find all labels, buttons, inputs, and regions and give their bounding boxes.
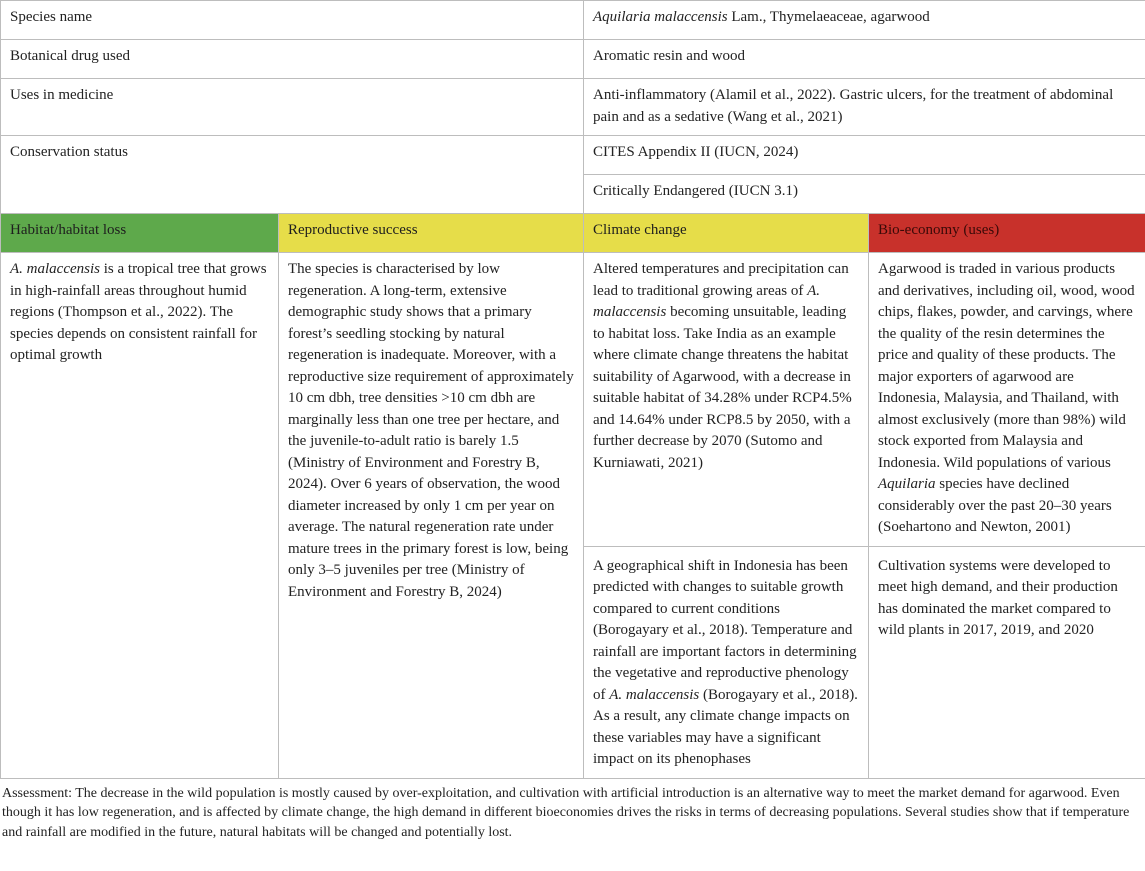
bioeconomy-p1-text-b: species have declined considerably over the past 20–30 years (Soehartono and Newton, 2001) (878, 476, 1112, 535)
bioeconomy-p1-text-a: Agarwood is traded in various products and derivatives, including oil, wood, wood chips, flakes, powder, and carvings, where the quality of the resin determines the price and quality of these products. The major exporters of agarwood are Indonesia, Malaysia, and Thailand, with almost exclusively (more than 98%) wild stock exported from Malaysia and Indonesia. Wild populations of various (878, 261, 1135, 471)
botanical-drug-row (1, 40, 1145, 79)
medicine-uses-row (1, 79, 1145, 136)
climate-p2-text-b: (Borogayary et al., 2018). As a result, any climate change impacts on these variables may have a significant impact on its phenophases (593, 686, 858, 767)
habitat-text-cell (1, 253, 279, 779)
bioeconomy-text-cell-2: Cultivation systems were developed to meet high demand, and their production has dominated the market compared to wild plants in 2017, 2019, and 2020 (869, 546, 1145, 778)
conservation-status-label: Conservation status (1, 136, 584, 214)
climate-p1-text-b: becoming unsuitable, leading to habitat loss. Take India as an example where climate change threatens the habitat suitability of Agarwood, with a decrease in suitable habitat of 34.28% under RCP4.5% and 14.64% under RCP8.5 by 2050, with a further decrease by 2070 (Sutomo and Kurniawati, 2021) (593, 304, 852, 471)
bioeconomy-p1-italic: Aquilaria (878, 476, 936, 492)
conservation-status-cites: CITES Appendix II (IUCN, 2024) (584, 136, 1145, 175)
species-name-row (1, 1, 1145, 40)
details-row-1 (1, 253, 1145, 547)
climate-text-cell-2 (584, 546, 869, 778)
header-reproductive: Reproductive success (279, 214, 584, 253)
climate-p1-text-a: Altered temperatures and precipitation can lead to traditional growing areas of (593, 261, 849, 299)
category-header-row (1, 214, 1145, 253)
species-name-italic: Aquilaria malaccensis (593, 9, 728, 25)
species-name-label: Species name (1, 1, 584, 40)
conservation-row-1 (1, 136, 1145, 175)
bioeconomy-text-cell-1 (869, 253, 1145, 547)
header-habitat: Habitat/habitat loss (1, 214, 279, 253)
climate-p2-italic: A. malaccensis (609, 686, 700, 703)
climate-p1-italic: A. malaccensis (593, 282, 821, 320)
header-bioeconomy: Bio-economy (uses) (869, 214, 1145, 253)
botanical-drug-label: Botanical drug used (1, 40, 584, 79)
header-climate: Climate change (584, 214, 869, 253)
conservation-status-iucn: Critically Endangered (IUCN 3.1) (584, 175, 1145, 214)
climate-p2-text-a: A geographical shift in Indonesia has been predicted with changes to suitable growth compared to current conditions (Borogayary et al., 2018). Temperature and rainfall are important factors in determining the vegetative and reproductive phenology of (593, 557, 857, 703)
species-name-rest: Lam., Thymelaeaceae, agarwood (727, 9, 930, 25)
habitat-text: is a tropical tree that grows in high-rainfall areas throughout humid regions (Thompson et al., 2022). The species depends on consistent rainfall for optimal growth (10, 261, 267, 363)
habitat-species-italic: A. malaccensis (10, 261, 100, 277)
climate-text-cell-1 (584, 253, 869, 547)
botanical-drug-value: Aromatic resin and wood (584, 40, 1145, 79)
medicine-uses-label: Uses in medicine (1, 79, 584, 136)
species-name-value (584, 1, 1145, 40)
medicine-uses-value: Anti-inflammatory (Alamil et al., 2022). Gastric ulcers, for the treatment of abdominal pain and as a sedative (Wang et al., 2021) (584, 79, 1145, 136)
assessment-footnote: Assessment: The decrease in the wild population is mostly caused by over-exploitation, and cultivation with artificial introduction is an alternative way to meet the market demand for agarwood. Even though it has low regeneration, and is affected by climate change, the high demand in different bioeconomies drives the risks in terms of decreasing populations. Several studies show that if temperature and rainfall are modified in the future, natural habitats will be changed and potentially lost. (2, 785, 1130, 840)
reproductive-text-cell: The species is characterised by low regeneration. A long-term, extensive demographic study shows that a primary forest’s seedling stocking by natural regeneration is inadequate. Moreover, with a reproductive size requirement of approximately 10 cm dbh, tree densities >10 cm dbh are marginally less than one tree per hectare, and the juvenile-to-adult ratio is barely 1.5 (Ministry of Environment and Forestry B, 2024). Over 6 years of observation, the wood diameter increased by only 1 cm per year on average. The natural regeneration rate under mature trees in the primary forest is low, being only 3–5 juveniles per tree (Ministry of Environment and Forestry B, 2024) (279, 253, 584, 779)
